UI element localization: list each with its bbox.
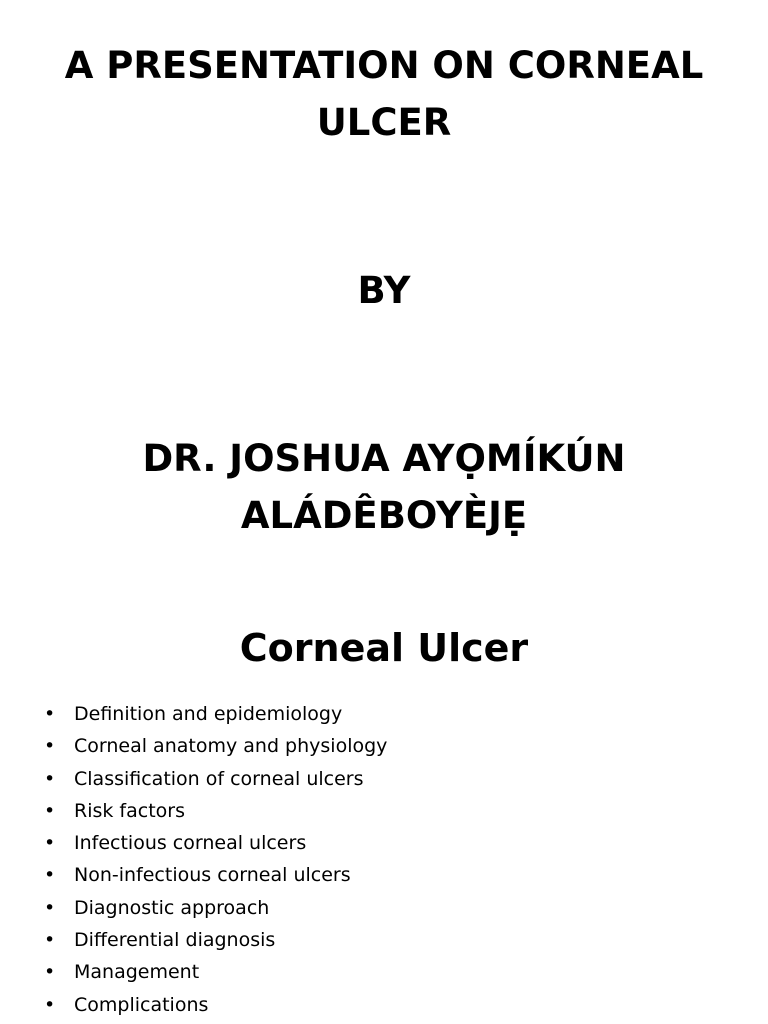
list-item xyxy=(0,730,768,762)
list-item-text: Differential diagnosis xyxy=(74,929,276,952)
list-item xyxy=(0,956,768,988)
bullet-icon: • xyxy=(44,767,56,790)
topics-list xyxy=(0,698,768,1021)
bullet-icon: • xyxy=(44,993,56,1016)
list-item xyxy=(0,795,768,827)
list-item-text: Definition and epidemiology xyxy=(74,703,343,725)
content-slide xyxy=(0,600,768,1024)
list-item-text: Diagnostic approach xyxy=(74,896,270,919)
bullet-icon: • xyxy=(44,929,56,952)
list-item-text: Classification of corneal ulcers xyxy=(74,767,364,790)
bullet-icon: • xyxy=(44,896,56,919)
list-item-text: Complications xyxy=(74,993,209,1016)
list-item xyxy=(0,892,768,924)
list-item xyxy=(0,763,768,795)
slide-heading: Corneal Ulcer xyxy=(239,626,529,670)
author-name-line-2: ALÁDÊBOYÈJẸ xyxy=(240,494,528,537)
bullet-icon: • xyxy=(44,703,56,725)
bullet-icon: • xyxy=(44,864,56,887)
list-item xyxy=(0,989,768,1021)
list-item-text: Non-infectious corneal ulcers xyxy=(74,864,351,887)
list-item xyxy=(0,924,768,956)
presentation-title-line-2: ULCER xyxy=(316,101,452,144)
bullet-icon: • xyxy=(44,832,56,855)
by-label: BY xyxy=(357,269,411,312)
list-item xyxy=(0,698,768,730)
presentation-title-line-1: A PRESENTATION ON CORNEAL xyxy=(64,44,704,87)
author-name-line-1: DR. JOSHUA AYỌMÍKÚN xyxy=(142,437,626,480)
bullet-icon: • xyxy=(44,961,56,984)
bullet-icon: • xyxy=(44,799,56,822)
list-item-text: Infectious corneal ulcers xyxy=(74,832,307,855)
list-item xyxy=(0,827,768,859)
list-item-text: Management xyxy=(74,961,200,984)
bullet-icon: • xyxy=(44,735,56,758)
list-item-text: Risk factors xyxy=(74,799,185,822)
list-item-text: Corneal anatomy and physiology xyxy=(74,735,388,758)
list-item xyxy=(0,859,768,891)
